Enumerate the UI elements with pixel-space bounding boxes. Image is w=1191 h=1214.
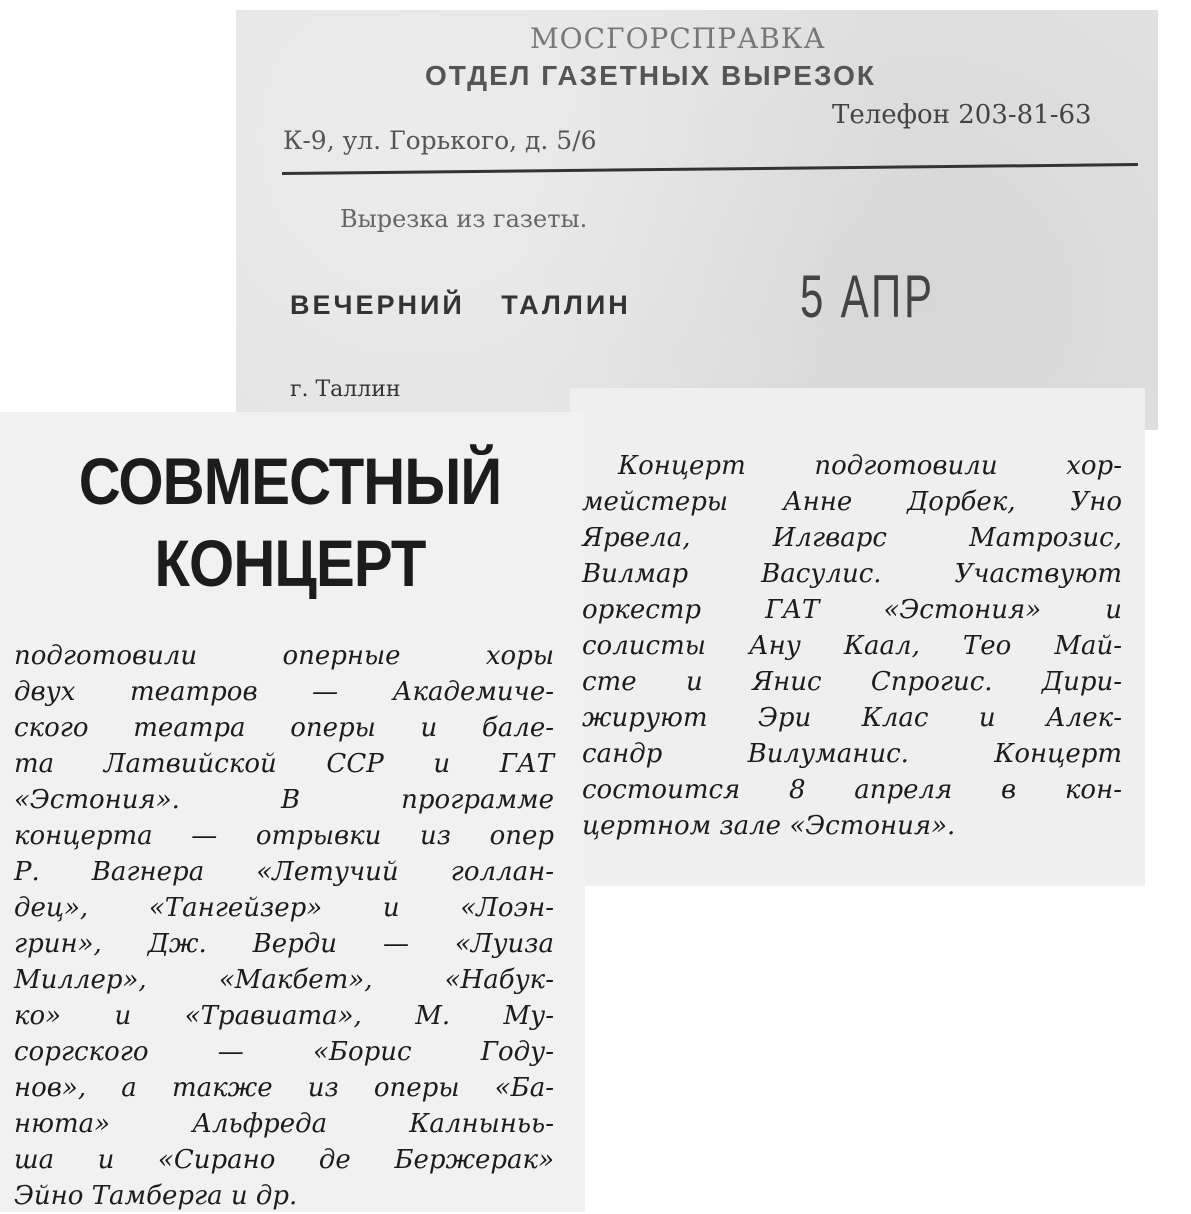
stamp-city: г. Таллин [290,377,401,402]
text-line: Концерт подготовили хор- [618,451,1122,481]
article-right-column [582,448,1122,844]
text-line: Р. Вагнера «Летучий голлан- [14,857,554,887]
text-line: сандр Вилуманис. Концерт [582,739,1122,769]
text-line: нов», а также из оперы «Ба- [14,1073,554,1103]
text-line: Ярвела, Илгварс Матрозис, [582,523,1122,553]
text-line: концерта — отрывки из опер [14,821,554,851]
text-line: жируют Эри Клас и Алек- [582,703,1122,733]
stamp-address: К-9, ул. Горького, д. 5/6 [283,126,597,155]
text-line: нюта» Альфреда Калныньь- [14,1109,554,1139]
stamp-department: ОТДЕЛ ГАЗЕТНЫХ ВЫРЕЗОК [425,60,876,91]
text-line: мейстеры Анне Дорбек, Уно [582,487,1122,517]
stamp-organization: МОСГОРСПРАВКА [530,22,826,55]
text-line: «Эстония». В программе [14,785,554,815]
stamp-phone: Телефон 203-81-63 [832,100,1092,130]
text-line: ского театра оперы и бале- [14,713,554,743]
text-line: подготовили оперные хоры [14,641,554,671]
article-left-column [14,638,554,1214]
text-line: дец», «Тангейзер» и «Лоэн- [14,893,554,923]
text-line: Эйно Тамберга и др. [14,1181,298,1211]
text-line: соргского — «Борис Году- [14,1037,554,1067]
text-line: Миллер», «Макбет», «Набук- [14,965,554,995]
text-line: двух театров — Академиче- [14,677,554,707]
headline-line-1: СОВМЕСТНЫЙ [78,444,502,518]
text-line: сте и Янис Спрогис. Дири- [582,667,1122,697]
text-line: цертном зале «Эстония». [582,811,956,841]
stamp-newspaper-name: ВЕЧЕРНИЙ ТАЛЛИН [290,290,631,320]
article-headline [30,440,550,604]
text-line: та Латвийской ССР и ГАТ [14,749,554,779]
stamp-date: 5 АПР [800,263,935,330]
text-line: ко» и «Травиата», М. Му- [14,1001,554,1031]
stamp-clipping-label: Вырезка из газеты. [340,205,588,233]
text-line: Вилмар Васулис. Участвуют [582,559,1122,589]
text-line: солисты Ану Каал, Тео Май- [582,631,1122,661]
text-line: состоится 8 апреля в кон- [582,775,1122,805]
headline-line-2: КОНЦЕРТ [154,526,426,600]
text-line: грин», Дж. Верди — «Луиза [14,929,554,959]
text-line: ша и «Сирано де Бержерак» [14,1145,554,1175]
text-line: оркестр ГАТ «Эстония» и [582,595,1122,625]
